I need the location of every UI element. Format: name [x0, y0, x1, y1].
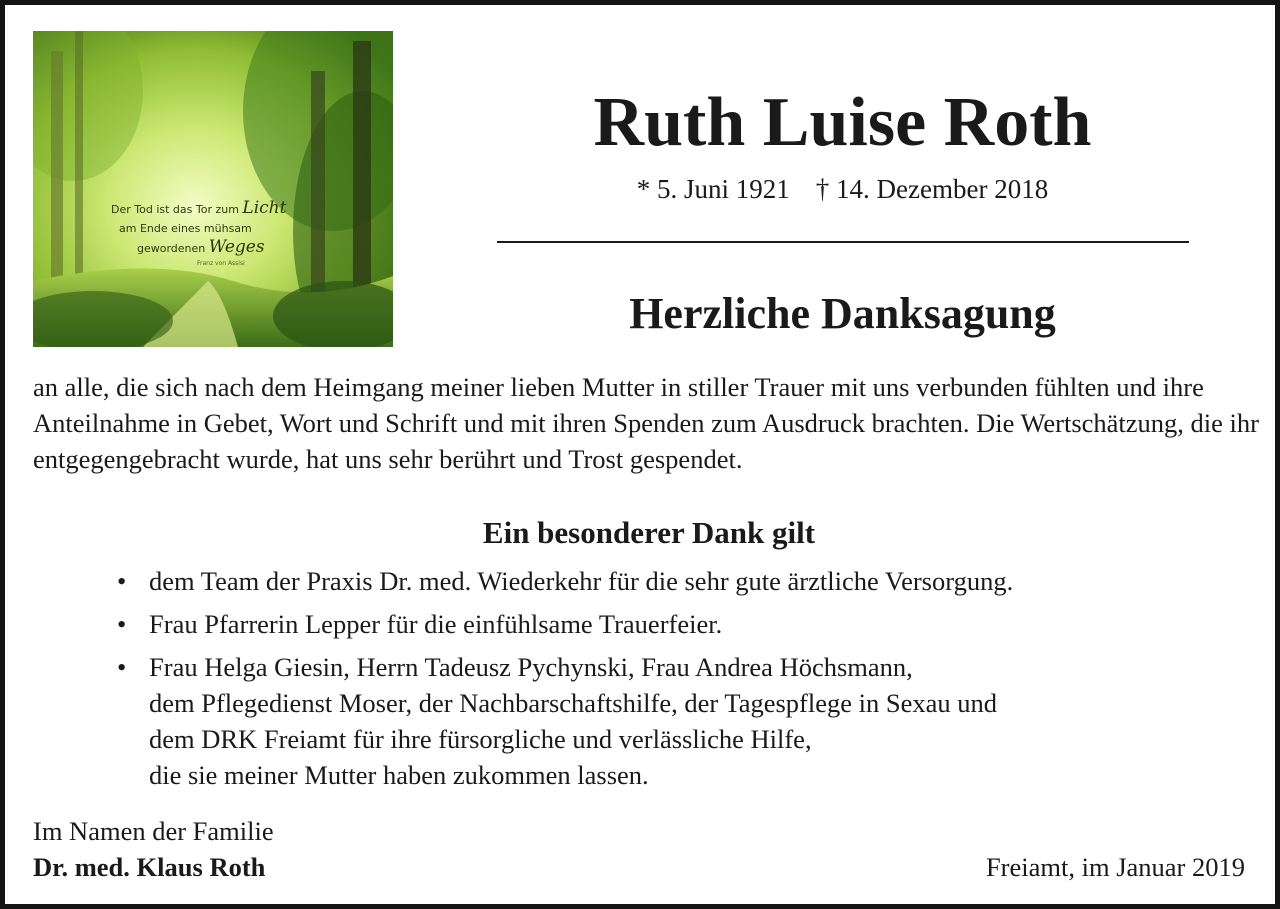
list-item — [115, 563, 1265, 599]
forest-quote — [111, 199, 311, 270]
bullet: • — [117, 566, 127, 596]
signatory-name: Dr. med. Klaus Roth — [33, 852, 266, 882]
bullet: • — [117, 609, 127, 639]
forest-illustration — [33, 31, 393, 347]
divider-line — [497, 241, 1189, 243]
intro-paragraph: an alle, die sich nach dem Heimgang meiner lieben Mutter in stiller Trauer mit uns verbunden fühlten und ihre Anteilnahme in Gebet, Wort und Schrift und mit ihren Spenden zum Ausdruck brachten. Die Wertschätzung, die ihr entgegengebracht wurde, hat uns sehr berührt und Trost gespendet. — [33, 372, 1259, 474]
deceased-name: Ruth Luise Roth — [593, 84, 1092, 161]
quote-line-1: Der Tod ist das Tor zum — [111, 203, 243, 216]
subheading: Ein besonderer Dank gilt — [482, 515, 816, 550]
list-item-line: dem Pflegedienst Moser, der Nachbarschaftshilfe, der Tagespflege in Sexau und — [149, 688, 997, 718]
on-behalf-text: Im Namen der Familie — [33, 816, 274, 846]
bullet: • — [117, 652, 127, 682]
quote-word-licht: Licht — [242, 198, 287, 218]
birth-date: * 5. Juni 1921 — [636, 174, 790, 204]
list-item-text: Frau Pfarrerin Lepper für die einfühlsame Trauerfeier. — [149, 609, 723, 639]
place-date: Freiamt, im Januar 2019 — [985, 852, 1245, 882]
headline: Herzliche Danksagung — [629, 289, 1056, 338]
list-item-line: die sie meiner Mutter haben zukommen lassen. — [149, 760, 649, 790]
quote-author: Franz von Assisi — [197, 260, 245, 267]
life-dates — [395, 171, 1280, 207]
thanks-list — [115, 563, 1265, 800]
quote-line-2: am Ende eines mühsam — [119, 222, 252, 235]
list-item — [115, 649, 1265, 793]
forest-photo — [33, 31, 393, 347]
list-item — [115, 606, 1265, 642]
quote-line-3: gewordenen — [137, 242, 209, 255]
quote-word-weges: Weges — [208, 237, 265, 257]
list-item-line: dem DRK Freiamt für ihre fürsorgliche und verlässliche Hilfe, — [149, 724, 812, 754]
list-item-line: Frau Helga Giesin, Herrn Tadeusz Pychynski, Frau Andrea Höchsmann, — [149, 652, 913, 682]
list-item-text: dem Team der Praxis Dr. med. Wiederkehr für die sehr gute ärztliche Versorgung. — [149, 566, 1014, 596]
death-date: † 14. Dezember 2018 — [815, 174, 1049, 204]
